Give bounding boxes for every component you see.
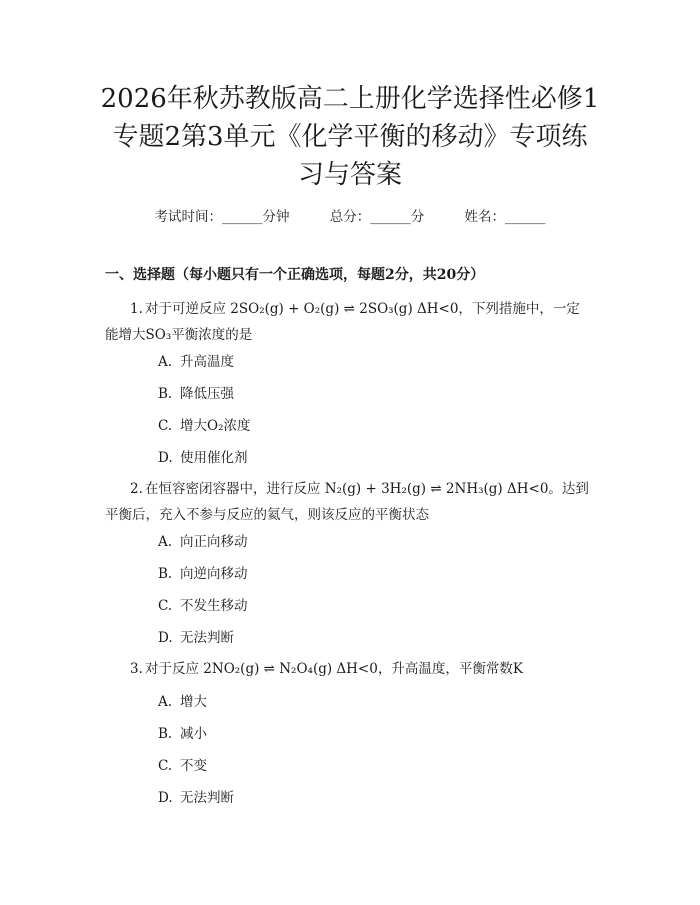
question-stem-line-1: 对于反应 2NO₂(g) ⇌ N₂O₄(g) ΔH<0，升高温度，平衡常数K [145, 661, 523, 677]
option-text: 使用催化剂 [180, 450, 248, 466]
total-score-field[interactable]: 总分：______分 [329, 209, 425, 225]
option-letter: C. [158, 758, 173, 774]
option-1b[interactable] [158, 382, 234, 402]
question-1 [105, 296, 595, 348]
option-letter: D. [158, 450, 173, 466]
question-number: 1. [130, 301, 143, 317]
question-3 [105, 656, 595, 682]
option-3c[interactable] [158, 754, 207, 774]
option-1d[interactable] [158, 446, 248, 466]
option-letter: A. [158, 694, 173, 710]
exam-time-field[interactable]: 考试时间：______分钟 [154, 209, 290, 225]
option-text: 降低压强 [180, 386, 234, 402]
option-text: 不变 [180, 758, 207, 774]
option-text: 无法判断 [180, 630, 234, 646]
option-letter: B. [158, 726, 173, 742]
option-letter: A. [158, 534, 173, 550]
title-line-2: 专题2第3单元《化学平衡的移动》专项练 [112, 122, 588, 152]
option-2b[interactable] [158, 562, 248, 582]
option-2a[interactable] [158, 530, 248, 550]
question-number: 3. [130, 661, 143, 677]
section-heading: 一、选择题（每小题只有一个正确选项，每题2分，共20分） [105, 267, 485, 283]
option-text: 向逆向移动 [180, 566, 248, 582]
option-1a[interactable] [158, 350, 234, 370]
option-letter: B. [158, 566, 173, 582]
option-letter: B. [158, 386, 173, 402]
option-text: 增大O₂浓度 [180, 418, 251, 434]
option-text: 不发生移动 [180, 598, 248, 614]
question-stem-line-2: 平衡后，充入不参与反应的氦气，则该反应的平衡状态 [105, 507, 429, 523]
option-letter: D. [158, 790, 173, 806]
student-name-field[interactable]: 姓名：______ [464, 209, 546, 225]
question-number: 2. [130, 481, 143, 497]
option-text: 增大 [180, 694, 207, 710]
option-3b[interactable] [158, 722, 207, 742]
title-line-1: 2026年秋苏教版高二上册化学选择性必修1 [100, 84, 600, 114]
question-stem-line-1: 对于可逆反应 2SO₂(g) + O₂(g) ⇌ 2SO₃(g) ΔH<0，下列措施中，一定 [145, 301, 580, 317]
option-text: 向正向移动 [180, 534, 248, 550]
option-letter: C. [158, 418, 173, 434]
option-text: 升高温度 [180, 354, 234, 370]
option-letter: C. [158, 598, 173, 614]
option-3a[interactable] [158, 690, 207, 710]
option-text: 无法判断 [180, 790, 234, 806]
question-stem-line-2: 能增大SO₃平衡浓度的是 [105, 327, 253, 343]
title-line-3: 习与答案 [297, 160, 402, 190]
option-text: 减小 [180, 726, 207, 742]
exam-meta [0, 205, 700, 225]
document-title [60, 80, 640, 194]
option-2d[interactable] [158, 626, 234, 646]
option-3d[interactable] [158, 786, 234, 806]
question-stem-line-1: 在恒容密闭容器中，进行反应 N₂(g) + 3H₂(g) ⇌ 2NH₃(g) ΔH<0。达到 [145, 481, 589, 497]
option-2c[interactable] [158, 594, 248, 614]
option-letter: D. [158, 630, 173, 646]
option-1c[interactable] [158, 414, 250, 434]
question-2 [105, 476, 595, 528]
option-letter: A. [158, 354, 173, 370]
